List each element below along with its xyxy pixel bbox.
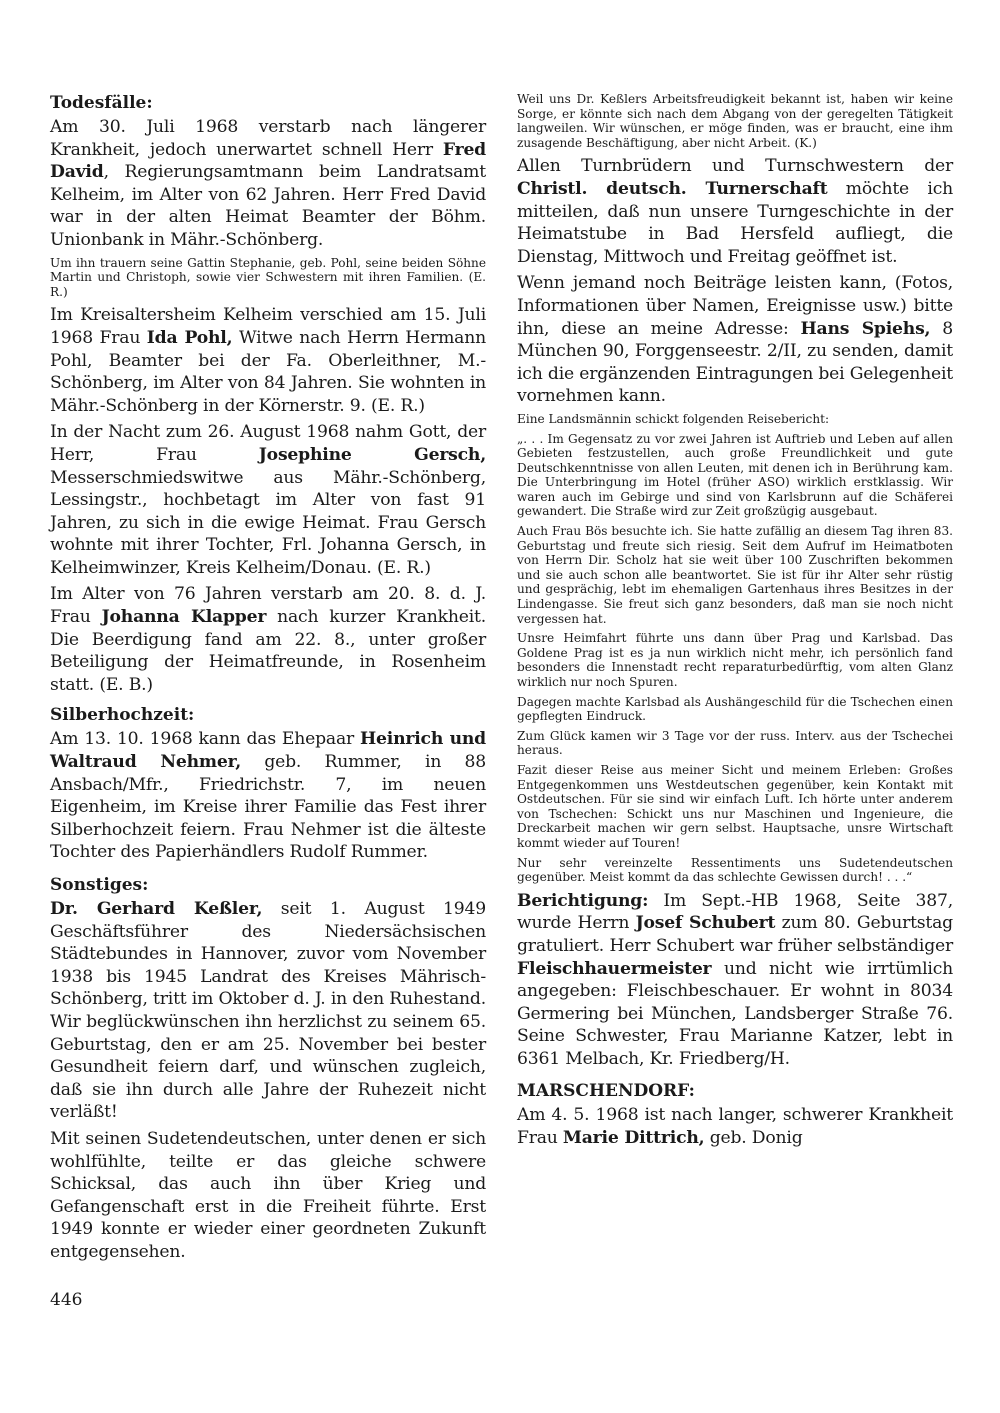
text-run: Am 13. 10. 1968 kann das Ehepaar (50, 729, 360, 750)
text-run: Witwe nach Herrn Hermann Pohl, Beamter bei der Fa. Oberleithner, M.-Schönberg, im Alter von 84 Jahren. Sie wohnten in Mähr.-Schönberg in der Körnerstr. 9. (E. R.) (50, 327, 486, 416)
bold-name: Fred David (50, 139, 486, 183)
text-run: Im Sept.-HB 1968, Seite 387, wurde Herrn (517, 890, 953, 934)
paragraph (517, 631, 953, 689)
paragraph (517, 155, 953, 268)
bold-name: Dr. Gerhard Keßler, (50, 899, 263, 919)
page-number: 446 (50, 1290, 83, 1310)
text-run: Wenn jemand noch Beiträge leisten kann, (Fotos, Informationen über Namen, Ereignisse usw.) bitte ihn, diese an meine Adresse: (517, 273, 953, 339)
paragraph (50, 898, 486, 1124)
paragraph (50, 116, 486, 252)
bold-name: Josef Schubert (635, 913, 776, 934)
paragraph (517, 729, 953, 758)
paragraph (50, 304, 486, 417)
bold-name: Marie Dittrich, (562, 1128, 705, 1149)
text-run: geb. Rummer, in 88 Ansbach/Mfr., Friedrichstr. 7, im neuen Eigenheim, im Kreise ihrer Familie das Fest ihrer Silberhochzeit feiern. Frau Nehmer ist die älteste Tochter des Papierhändlers Rudolf Rummer. (50, 752, 486, 863)
bold-name: Ida Pohl, (146, 327, 233, 348)
bold-name: Fleischhauermeister (517, 958, 712, 979)
bold-name: Christl. deutsch. Turnerschaft (517, 178, 828, 199)
paragraph (50, 256, 486, 300)
section-heading (50, 92, 486, 114)
text-run: zum 80. Geburtstag gratuliert. Herr Schubert war früher selbständiger (517, 913, 953, 956)
paragraph (517, 412, 953, 427)
text-run: geb. Donig (704, 1128, 803, 1149)
text-run: Messerschmiedswitwe aus Mähr.-Schönberg, Lessingstr., hochbetagt im Alter von fast 91 Jahren, zu sich in die ewige Heimat. Frau Gersch wohnte mit ihrer Tochter, Frl. Johanna Gersch, in Kelheimwinzer, Kreis Kelheim/Donau. (E. R.) (50, 467, 486, 578)
paragraph (50, 1128, 486, 1264)
text-run: MARSCHENDORF: (517, 1081, 695, 1102)
section-heading (50, 874, 486, 896)
text-run: Dagegen machte Karlsbad als Aushängeschild für die Tschechen einen gepflegten Eindruck. (517, 694, 953, 724)
bold-name: Hans Spiehs, (800, 318, 931, 339)
bold-name: Heinrich und Waltraud Nehmer, (50, 729, 486, 773)
text-run: Am 4. 5. 1968 ist nach langer, schwerer Krankheit Frau (517, 1105, 953, 1149)
paragraph (517, 856, 953, 885)
section-heading (50, 704, 486, 726)
left-column (50, 92, 486, 1268)
text-run: nach kurzer Krankheit. Die Beerdigung fand am 22. 8., unter großer Beteiligung der Heimatfreunde, in Rosenheim statt. (E. B.) (50, 607, 486, 695)
text-run: und nicht wie irrtümlich angegeben: Fleischbeschauer. Er wohnt in 8034 Germering bei München, Landsberger Straße 76. Seine Schwester, Frau Marianne Katzer, lebt in 6361 Melbach, Kr. Friedberg/H. (517, 958, 953, 1069)
paragraph (517, 890, 953, 1071)
text-run: Mit seinen Sudetendeutschen, unter denen er sich wohlfühlte, teilte er das gleiche schwere Schicksal, das auch ihn über Krieg und Gefangenschaft erst in die Freiheit führte. Erst 1949 konnte er wieder einer geordneten Zukunft entgegensehen. (50, 1128, 486, 1262)
text-run: möchte ich mitteilen, daß nun unsere Turngeschichte in der Heimatstube in Bad Hersfeld aufliegt, die Dienstag, Mittwoch und Freitag geöffnet ist. (517, 178, 953, 267)
paragraph (517, 763, 953, 851)
right-column (517, 92, 953, 1154)
text-run: Fazit dieser Reise aus meiner Sicht und meinem Erleben: Großes Entgegenkommen uns Westdeutschen gegenüber, kein Kontakt mit Ostdeutschen. Für sie sind wir einfach Luft. Ich hörte unter anderem von Tschechen: Schickt uns nur Maschinen und Ingenieure, die Dreckarbeit machen wir gern selbst. Hauptsache, unsre Wirtschaft kommt wieder auf Touren! (517, 762, 953, 850)
text-run: 8 München 90, Forggenseestr. 2/II, zu senden, damit ich die ergänzenden Eintragungen bei Gelegenheit vornehmen kann. (517, 318, 953, 407)
text-run: , Regierungsamtmann beim Landratsamt Kelheim, im Alter von 62 Jahren. Herr Fred David war in der alten Heimat Beamter der Böhm. Unionbank in Mähr.-Schönberg. (50, 162, 486, 250)
text-run: Zum Glück kamen wir 3 Tage vor der russ. Interv. aus der Tschechei heraus. (517, 728, 953, 758)
text-run: Am 30. Juli 1968 verstarb nach längerer Krankheit, jedoch unerwartet schnell Herr (50, 117, 486, 160)
paragraph (517, 272, 953, 408)
text-run: Allen Turnbrüdern und Turnschwestern der (517, 156, 953, 177)
paragraph (517, 432, 953, 520)
text-run: „. . . Im Gegensatz zu vor zwei Jahren ist Auftrieb und Leben auf allen Gebieten festzustellen, auch große Freundlichkeit und gute Deutschkenntnisse von allen Leuten, mit denen ich in Berührung kam. Die Unterbringung im Hotel (früher ASO) wirklich erstklassig. Wir waren auch im Gebirge und sind von Karlsbrunn auf die Schäferei gewandert. Die Straße wird zur Zeit großzügig ausgebaut. (517, 431, 953, 519)
text-run: Auch Frau Bös besuchte ich. Sie hatte zufällig an diesem Tag ihren 83. Geburtstag und freute sich riesig. Seit dem Aufruf im Heimatboten von Herrn Dir. Scholz hat sie weit über 100 Zuschriften bekommen und sie auch schon alle beantwortet. Sie ist für ihr Alter sehr rüstig und gesprächig, lebt im ehemaligen Gartenhaus ihres Besitzes in der Lindengasse. Sie freut sich ganz besonders, daß man sie noch nicht vergessen hat. (517, 524, 953, 626)
bold-name: Johanna Klapper (101, 607, 267, 628)
text-run: Weil uns Dr. Keßlers Arbeitsfreudigkeit bekannt ist, haben wir keine Sorge, er könnte sich nach dem Abgang von der geregelten Tätigkeit langweilen. Wir wünschen, er möge finden, was er braucht, eine ihm zusagende Beschäftigung, aber nicht Arbeit. (K.) (517, 92, 953, 150)
text-run: Silberhochzeit: (50, 705, 195, 726)
text-run: Im Alter von 76 Jahren verstarb am 20. 8. d. J. Frau (50, 584, 486, 628)
paragraph (50, 583, 486, 696)
text-run: In der Nacht zum 26. August 1968 nahm Gott, der Herr, Frau (50, 422, 486, 465)
paragraph (517, 524, 953, 626)
bold-name: Josephine Gersch, (258, 444, 486, 465)
text-run: Sonstiges: (50, 875, 149, 895)
text-run: Eine Landsmännin schickt folgenden Reisebericht: (517, 411, 830, 426)
text-run: Im Kreisaltersheim Kelheim verschied am 15. Juli 1968 Frau (50, 305, 486, 348)
bold-name: Berichtigung: (517, 890, 649, 911)
text-run: Um ihn trauern seine Gattin Stephanie, geb. Pohl, seine beiden Söhne Martin und Christoph, sowie vier Schwestern mit ihren Familien. (E. R.) (50, 255, 486, 299)
paragraph (50, 421, 486, 579)
text-run: Nur sehr vereinzelte Ressentiments uns Sudetendeutschen gegenüber. Meist kommt da das schlechte Gewissen durch! . . .“ (517, 855, 953, 885)
paragraph (50, 728, 486, 864)
paragraph (517, 92, 953, 150)
paragraph (517, 695, 953, 724)
paragraph (517, 1104, 953, 1149)
section-heading (517, 1080, 953, 1102)
text-run: seit 1. August 1949 Geschäftsführer des Niedersächsischen Städtebundes in Hannover, zuvor vom November 1938 bis 1945 Landrat des Kreises Mährisch-Schönberg, tritt im Oktober d. J. in den Ruhestand. Wir beglückwünschen ihn herzlichst zu seinem 65. Geburtstag, den er am 25. November bei bester Gesundheit feiern darf, und wünschen zugleich, daß sie ihn durch alle Jahre der Ruhezeit nicht verläßt! (50, 899, 486, 1123)
text-run: Unsre Heimfahrt führte uns dann über Prag und Karlsbad. Das Goldene Prag ist es ja nun wirklich nicht mehr, ich persönlich fand besonders die Innenstadt recht reparaturbedürftig, vom alten Glanz wirklich nur noch Spuren. (517, 631, 953, 689)
text-run: Todesfälle: (50, 93, 153, 113)
